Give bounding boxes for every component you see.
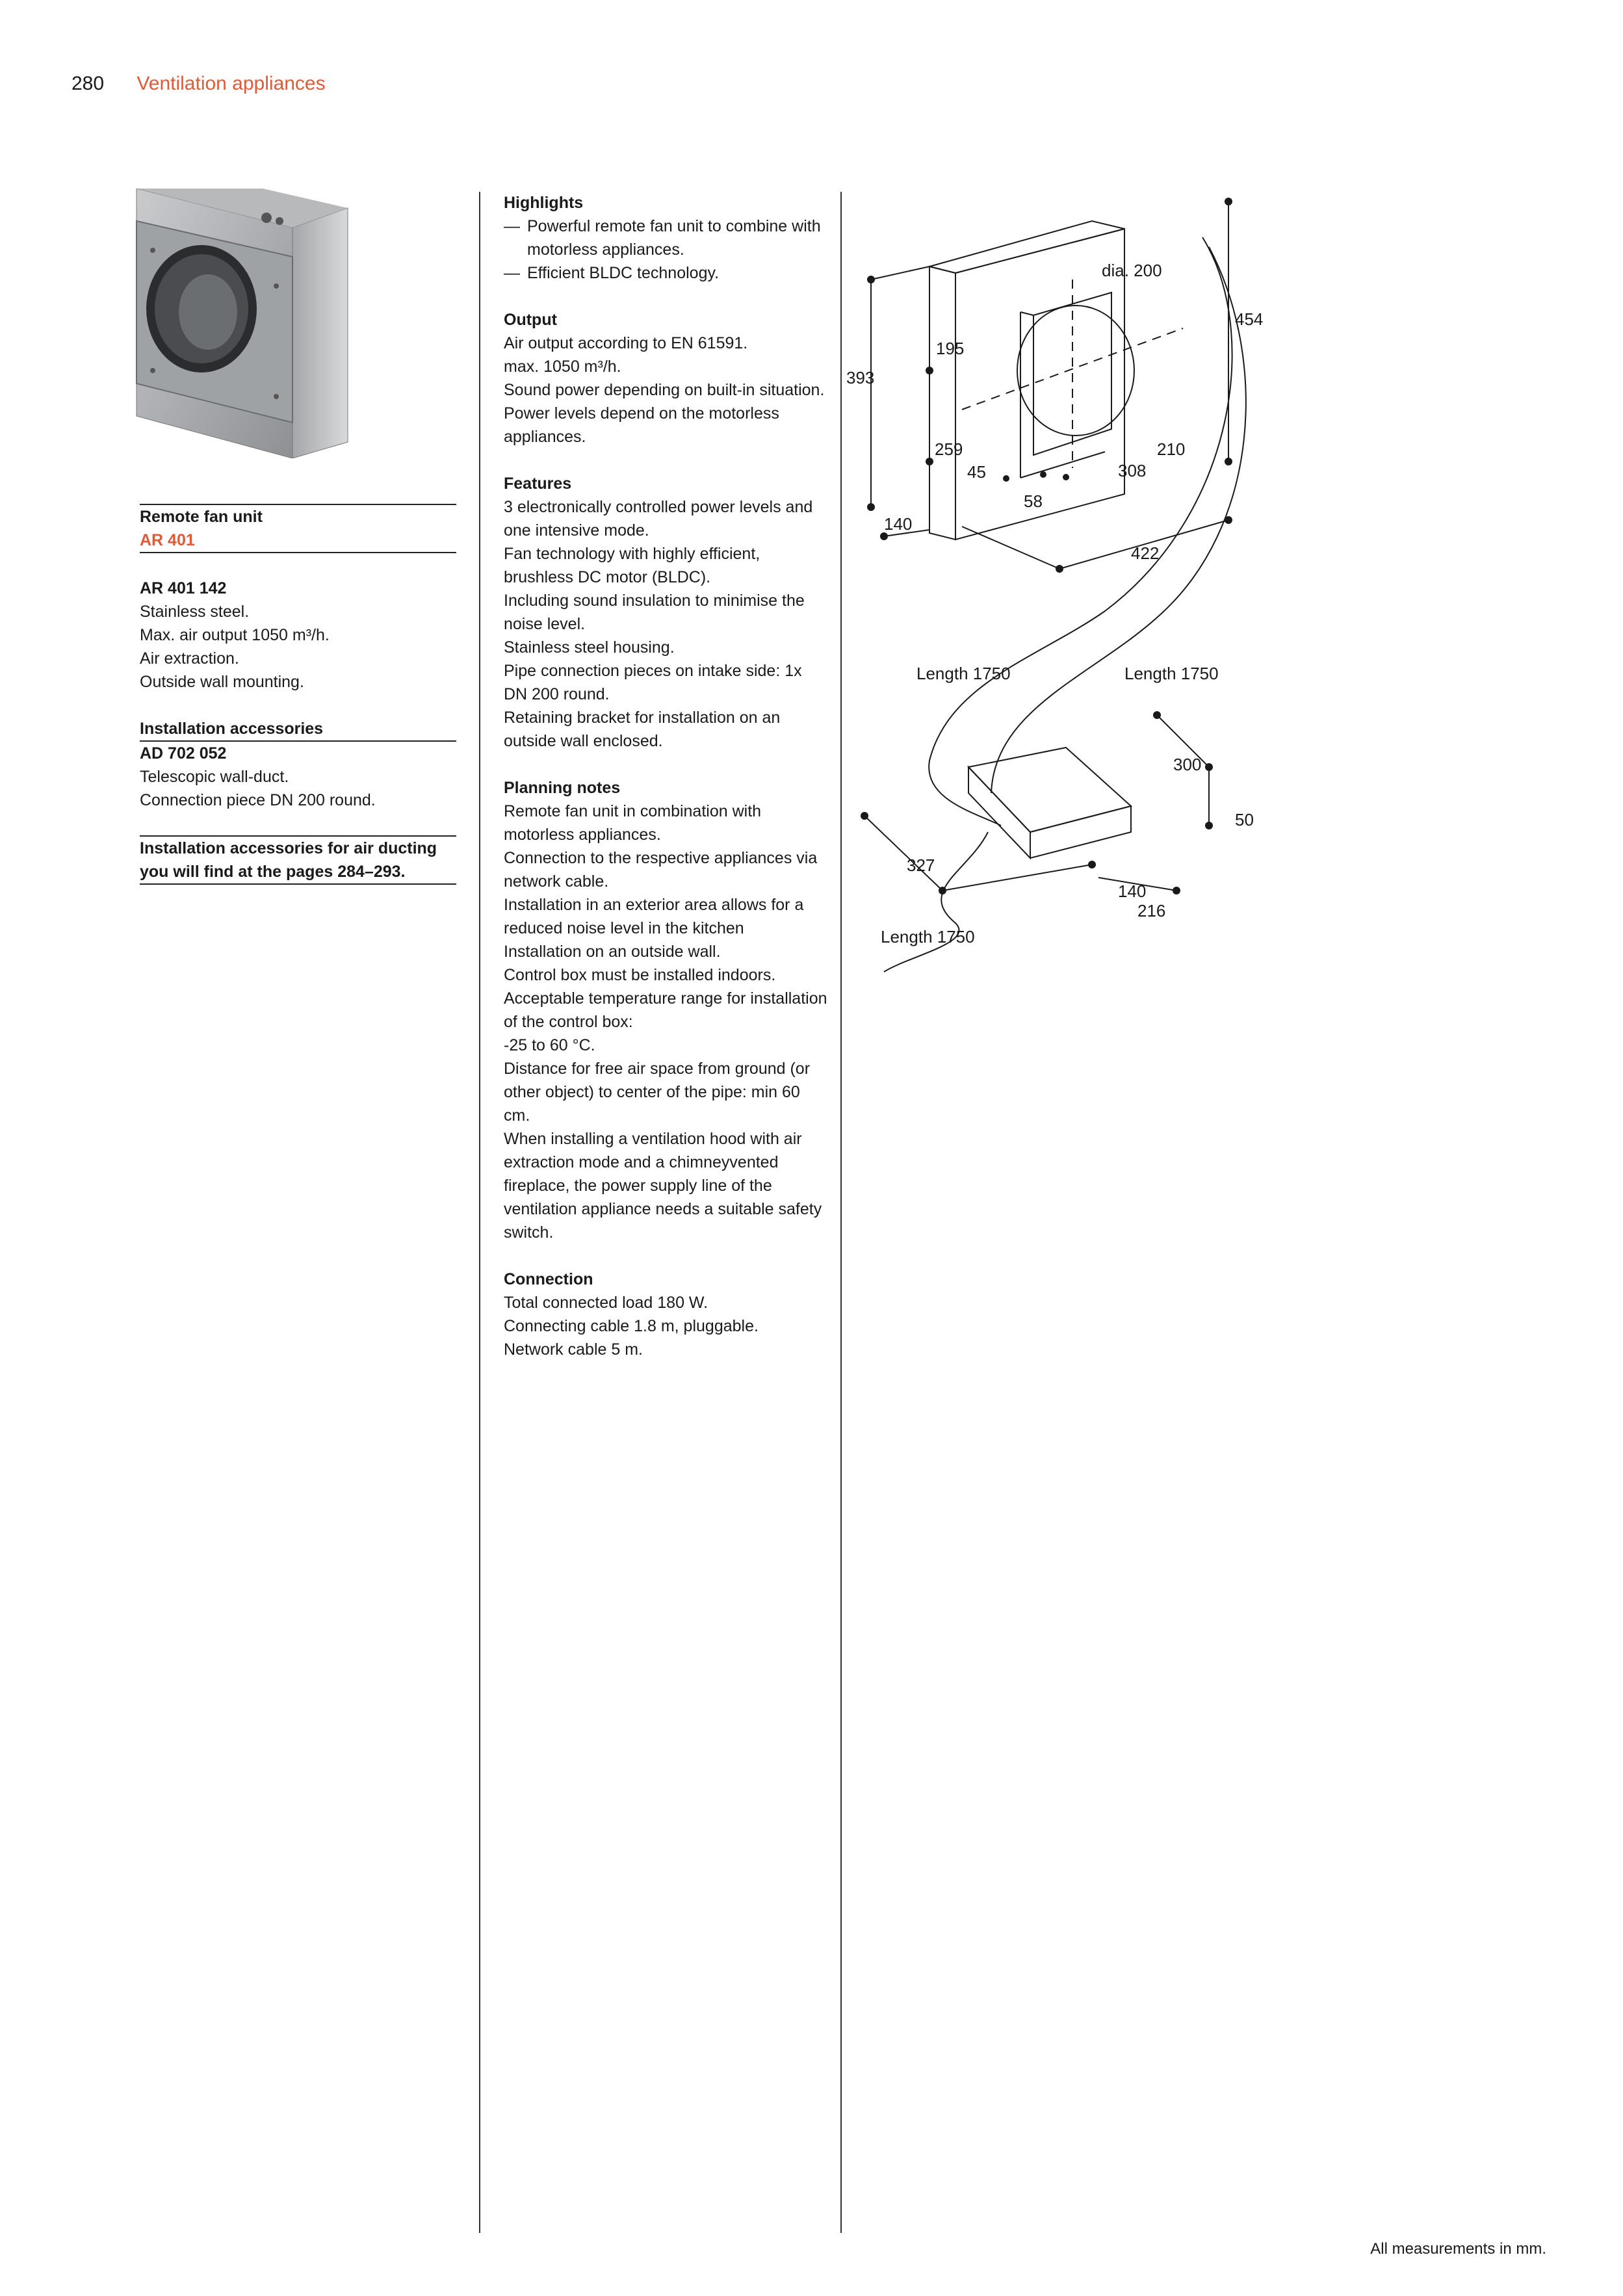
dim-140b-label: 140 (1118, 881, 1147, 901)
dim-210-label: 210 (1157, 439, 1186, 459)
dimension-drawing (845, 189, 1339, 1001)
accessories-note: Installation accessories for air ducting you will find at the pages 284–293. (140, 839, 437, 881)
highlight-item: Powerful remote fan unit to combine with motorless appliances. (527, 217, 821, 259)
variant-line: Stainless steel. (140, 603, 250, 621)
connection-heading: Connection (504, 1270, 593, 1288)
planning-line: -25 to 60 °C. (504, 1036, 595, 1054)
cable-length-right-label: Length 1750 (1124, 664, 1219, 683)
measurement-note: All measurements in mm. (1370, 2240, 1546, 2258)
highlight-item: Efficient BLDC technology. (527, 264, 720, 282)
page-number: 280 (71, 73, 105, 94)
feature-line: 3 electronically controlled power levels and one intensive mode. (504, 498, 813, 540)
planning-line: Remote fan unit in combination with motorless appliances. (504, 802, 762, 844)
accessory-line: Connection piece DN 200 round. (140, 791, 376, 809)
dim-454-label: 454 (1235, 309, 1264, 329)
dim-393-label: 393 (846, 368, 875, 387)
section-title: Ventilation appliances (136, 73, 326, 94)
cable-length-left-label: Length 1750 (916, 664, 1011, 683)
variant-code: AR 401 142 (140, 579, 227, 597)
column-divider (840, 192, 842, 2233)
dim-dia-label: dia. 200 (1102, 261, 1162, 280)
dim-50-label: 50 (1235, 810, 1254, 829)
planning-heading: Planning notes (504, 779, 621, 797)
accessory-code: AD 702 052 (140, 744, 227, 763)
product-type-label: Remote fan unit (140, 508, 263, 526)
variant-line: Outside wall mounting. (140, 673, 304, 691)
dim-58-label: 58 (1024, 491, 1043, 511)
planning-line: Installation in an exterior area allows for a reduced noise level in the kitchen (504, 896, 804, 937)
product-photo (133, 189, 351, 458)
output-line: max. 1050 m³/h. (504, 358, 621, 376)
dim-195-label: 195 (936, 339, 965, 358)
column-divider (479, 192, 480, 2233)
dim-45-label: 45 (967, 462, 986, 482)
dim-308-label: 308 (1118, 461, 1147, 480)
feature-line: Fan technology with highly efficient, brushless DC motor (BLDC). (504, 545, 760, 586)
dim-327-label: 327 (907, 855, 935, 875)
cable-length-bottom-label: Length 1750 (881, 927, 975, 946)
planning-line: When installing a ventilation hood with air extraction mode and a chimneyvented fireplace, the power supply line of the ventilation appliance needs a suitable safety switch. (504, 1130, 822, 1242)
output-heading: Output (504, 311, 557, 329)
dim-216-label: 216 (1137, 901, 1166, 920)
output-line: Air output according to EN 61591. (504, 334, 748, 352)
page-header (71, 73, 326, 95)
connection-line: Network cable 5 m. (504, 1340, 643, 1359)
features-heading: Features (504, 475, 572, 493)
output-line: Power levels depend on the motorless appliances. (504, 404, 779, 446)
planning-line: Acceptable temperature range for installation of the control box: (504, 989, 827, 1031)
dim-300-label: 300 (1173, 755, 1202, 774)
planning-line: Installation on an outside wall. (504, 943, 721, 961)
connection-line: Total connected load 180 W. (504, 1294, 708, 1312)
feature-line: Pipe connection pieces on intake side: 1x DN 200 round. (504, 662, 802, 703)
accessories-heading: Installation accessories (140, 720, 324, 738)
planning-line: Control box must be installed indoors. (504, 966, 776, 984)
accessory-line: Telescopic wall-duct. (140, 768, 289, 786)
dim-140-label: 140 (884, 514, 913, 534)
product-column (140, 504, 456, 885)
planning-line: Distance for free air space from ground (or other object) to center of the pipe: min 60 cm. (504, 1060, 811, 1125)
details-column: Highlights — Powerful remote fan unit to combine with motorless appliances. — Efficient BLDC technology. Output Air output according to EN 61591. max. 1050 m³/h. Sound power depending on built-in situation. Power levels depend on the motorless appliances. Features 3 electronically controlled power levels and one intensive mode. Fan technology with highly efficient, brushless DC motor (BLDC). Including sound insulation to minimise the noise level. Stainless steel housing. Pipe connection pieces on intake side: 1x DN 200 round. Retaining bracket for installation on an outside wall enclosed. Planning notes Remote fan unit in combination with motorless appliances. Connection to the respective appliances via network cable. Installation in an exterior area allows for a reduced noise level in the kitchen Installation on an outside wall. Control box must be installed indoors. Acceptable temperature range for installation of the control box: -25 to 60 °C. Distance for free air space from ground (or other object) to center of the pipe: min 60 cm. When installing a ventilation hood with air extraction mode and a chimneyvented fireplace, the power supply line of the ventilation appliance needs a suitable safety switch. Connection Total connected load 180 W. Connecting cable 1.8 m, pluggable. Network cable 5 m. (504, 191, 829, 1385)
variant-line: Air extraction. (140, 649, 239, 668)
feature-line: Stainless steel housing. (504, 638, 675, 657)
connection-line: Connecting cable 1.8 m, pluggable. (504, 1317, 759, 1335)
output-line: Sound power depending on built-in situation. (504, 381, 825, 399)
planning-line: Connection to the respective appliances via network cable. (504, 849, 818, 891)
feature-line: Including sound insulation to minimise the noise level. (504, 592, 805, 633)
highlights-heading: Highlights (504, 194, 584, 212)
feature-line: Retaining bracket for installation on an outside wall enclosed. (504, 709, 781, 750)
dim-422-label: 422 (1131, 543, 1160, 563)
variant-line: Max. air output 1050 m³/h. (140, 626, 330, 644)
product-model: AR 401 (140, 531, 195, 549)
dim-259-label: 259 (935, 439, 963, 459)
